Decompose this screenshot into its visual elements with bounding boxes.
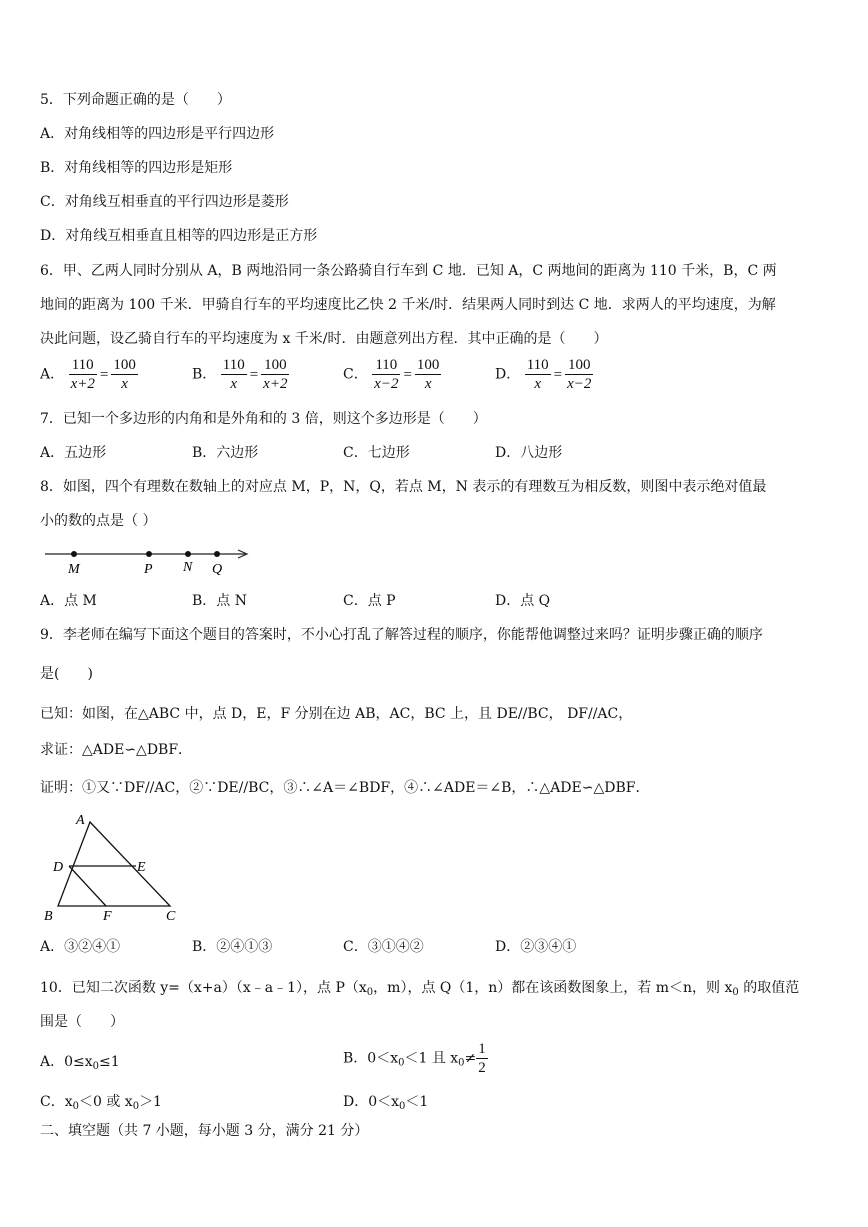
fraction [476, 1040, 488, 1077]
option-text: ＜1 且 x [404, 1050, 459, 1067]
q9-option-a: A．③②④① [40, 939, 121, 955]
fraction [565, 356, 593, 393]
numerator: 100 [565, 356, 593, 375]
q10-option-a [40, 1052, 120, 1077]
point-n-label: N [183, 560, 193, 575]
q8-line2: 小的数的点是（ ） [40, 513, 157, 529]
q9-proof: 证明：①又∵DF//AC，②∵DE//BC，③∴∠A＝∠BDF，④∴∠ADE＝∠B，∴△ADE∽△DBF． [40, 780, 650, 796]
numerator: 100 [261, 356, 289, 375]
option-text: ＞1 [139, 1094, 162, 1110]
q6-option-c [343, 356, 441, 393]
q6-option-label: D． [495, 366, 521, 383]
q8-option-c: C．点 P [343, 593, 396, 609]
q9-option-b: B．②④①③ [192, 939, 273, 955]
subscript: 0 [132, 1101, 140, 1112]
q10-line1 [40, 978, 799, 1003]
q10-text: 10．已知二次函数 y=（x+a）（x﹣a﹣1），点 P（x [40, 980, 367, 996]
subscript: 0 [366, 987, 374, 998]
subscript: 0 [732, 987, 739, 998]
q5-stem: 5．下列命题正确的是（ ） [40, 92, 231, 108]
segment-df [69, 866, 106, 906]
q6-option-label: C． [343, 366, 368, 383]
q6-option-d [495, 356, 593, 393]
q5-option-a: A．对角线相等的四边形是平行四边形 [40, 126, 275, 142]
q10-option-d [343, 1092, 428, 1117]
q8-option-b: B．点 N [192, 593, 247, 609]
fraction [372, 356, 400, 393]
numerator: 100 [113, 357, 136, 373]
numerator: 110 [526, 357, 549, 373]
denominator: x [534, 376, 541, 392]
vertex-e-label: E [137, 860, 146, 875]
q8-option-a: A．点 M [40, 593, 97, 609]
subscript: 0 [398, 1057, 405, 1069]
option-text: D．0＜x [343, 1094, 400, 1110]
vertex-c-label: C [166, 909, 176, 924]
subscript: 0 [399, 1101, 406, 1112]
point-n-dot [185, 551, 191, 557]
q10-option-c [40, 1092, 162, 1117]
point-m-label: M [68, 562, 80, 577]
q7-option-a: A．五边形 [40, 445, 107, 461]
numerator: 110 [222, 357, 245, 373]
q9-option-c: C．③①④② [343, 939, 424, 955]
point-q-label: Q [212, 562, 223, 577]
q6-option-label: B． [192, 366, 217, 383]
option-text: ＜1 [405, 1094, 429, 1110]
vertex-d-label: D [53, 860, 64, 875]
option-text: A．0≤x [40, 1054, 93, 1070]
vertex-f-label: F [103, 909, 112, 924]
q7-option-c: C．七边形 [343, 445, 410, 461]
fraction [69, 356, 97, 393]
q10-option-b [343, 1040, 488, 1077]
option-text: ≠ [464, 1050, 477, 1067]
fraction [111, 356, 138, 393]
fraction [415, 356, 442, 393]
fraction [261, 356, 289, 393]
option-text: C．x [40, 1094, 73, 1110]
q9-given: 已知：如图，在△ABC 中，点 D，E，F 分别在边 AB，AC，BC 上，且 DE//BC， DF//AC， [40, 706, 633, 722]
point-p-label: P [144, 562, 153, 577]
equals-sign: = [249, 366, 259, 383]
section-heading: 二、填空题（共 7 小题，每小题 3 分，满分 21 分） [40, 1123, 369, 1139]
numerator: 1 [478, 1041, 486, 1057]
denominator: x+2 [70, 376, 95, 392]
triangle-figure [40, 810, 190, 926]
q9-line2: 是( ) [40, 666, 93, 682]
q10-line2: 围是（ ） [40, 1014, 124, 1030]
q9-line1: 9．李老师在编写下面这个题目的答案时，不小心打乱了解答过程的顺序，你能帮他调整过来吗？证明步骤正确的顺序 [40, 627, 763, 643]
vertex-b-label: B [44, 909, 53, 924]
number-line-figure [40, 542, 260, 578]
numerator: 100 [416, 357, 440, 373]
fraction [221, 356, 247, 393]
q8-option-d: D．点 Q [495, 593, 551, 609]
subscript: 0 [92, 1061, 100, 1072]
denominator: x [230, 376, 238, 392]
q6-line1: 6．甲、乙两人同时分别从 A，B 两地沿同一条公路骑自行车到 C 地．已知 A，C 两地间的距离为 110 千米，B，C 两 [40, 263, 777, 279]
numerator: 110 [372, 356, 400, 375]
point-p-dot [146, 551, 152, 557]
denominator: x−2 [567, 376, 592, 392]
triangle-abc [58, 822, 170, 906]
denominator: x−2 [374, 376, 399, 392]
denominator: 2 [478, 1060, 486, 1076]
equals-sign: = [99, 366, 109, 383]
q9-prove: 求证：△ADE∽△DBF． [40, 742, 193, 758]
denominator: x [121, 376, 128, 392]
q7-option-b: B．六边形 [192, 445, 259, 461]
q9-option-d: D．②③④① [495, 939, 577, 955]
fraction [525, 356, 551, 393]
q6-line2: 地间的距离为 100 千米．甲骑自行车的平均速度比乙快 2 千米/时．结果两人同时到达 C 地．求两人的平均速度，为解 [40, 297, 776, 313]
option-text: ＜0 或 x [78, 1094, 133, 1110]
subscript: 0 [458, 1057, 465, 1069]
q6-option-b [192, 356, 289, 393]
q6-option-label: A． [40, 366, 65, 383]
q8-line1: 8．如图，四个有理数在数轴上的对应点 M，P，N，Q，若点 M，N 表示的有理数互为相反数，则图中表示绝对值最 [40, 479, 767, 495]
q10-text: ，m），点 Q（1，n）都在该函数图象上，若 m＜n，则 x [373, 980, 733, 996]
equals-sign: = [553, 366, 563, 383]
q6-line3: 决此问题，设乙骑自行车的平均速度为 x 千米/时．由题意列出方程．其中正确的是（ ） [40, 331, 608, 347]
q7-option-d: D．八边形 [495, 445, 563, 461]
q7-stem: 7．已知一个多边形的内角和是外角和的 3 倍，则这个多边形是（ ） [40, 411, 487, 427]
point-m-dot [71, 551, 77, 557]
numerator: 110 [69, 356, 97, 375]
q5-option-c: C．对角线互相垂直的平行四边形是菱形 [40, 194, 289, 210]
equals-sign: = [403, 366, 412, 383]
q5-option-b: B．对角线相等的四边形是矩形 [40, 160, 233, 176]
point-q-dot [214, 551, 220, 557]
vertex-a-label: A [76, 813, 85, 828]
option-text: B．0＜x [343, 1050, 399, 1067]
q10-text: 的取值范 [738, 980, 800, 996]
subscript: 0 [72, 1101, 79, 1112]
q6-option-a [40, 356, 138, 393]
q5-option-d: D．对角线互相垂直且相等的四边形是正方形 [40, 228, 318, 244]
denominator: x+2 [263, 376, 288, 392]
option-text: ≤1 [99, 1054, 120, 1070]
denominator: x [424, 376, 432, 392]
